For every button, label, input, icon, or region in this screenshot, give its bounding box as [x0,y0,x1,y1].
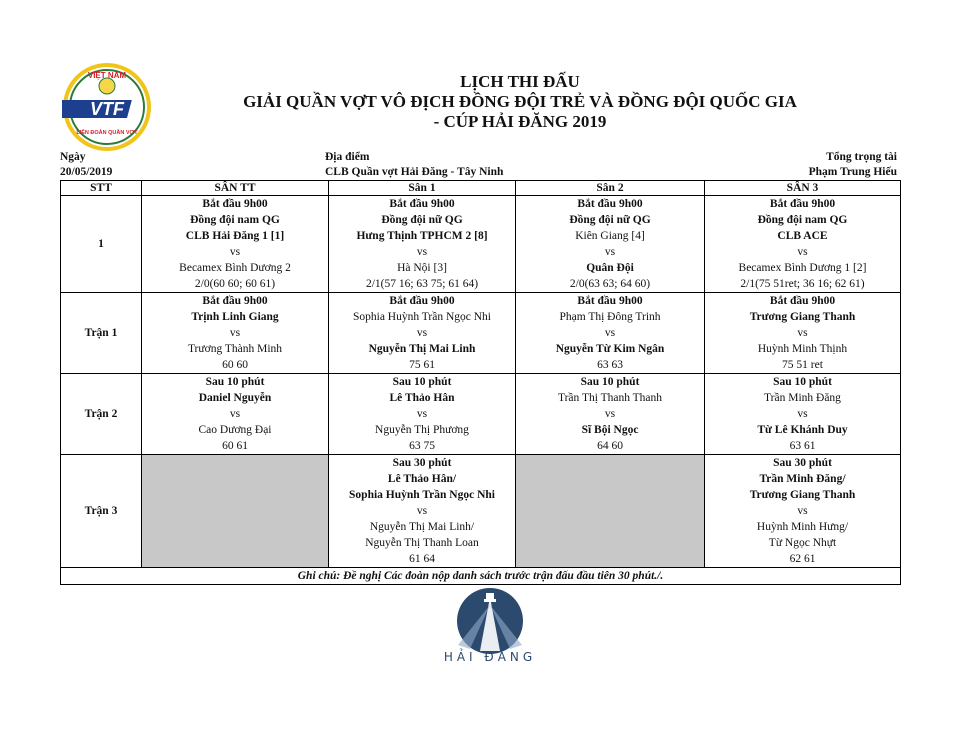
match-cell: Sau 10 phút Lê Thảo Hân vs Nguyễn Thị Phương 63 75 [329,374,516,455]
vtf-logo-mid-text: VTF [90,99,124,119]
venue-value: CLB Quần vợt Hải Đăng - Tây Ninh [325,166,504,178]
match-cell: Bắt đầu 9h00 Đồng đội nam QG CLB ACE vs Becamex Bình Dương 1 [2] 2/1(75 51ret; 36 16; 62 61) [705,196,901,293]
match-cell: Sau 30 phút Trần Minh Đăng/ Trương Giang Thanh vs Huỳnh Minh Hưng/ Từ Ngọc Nhựt 62 61 [705,455,901,568]
vtf-logo-bottom-text: LIÊN ĐOÀN QUẦN VỢT [76,130,138,136]
schedule-title: LỊCH THI ĐẤU [460,72,580,91]
header-court-3: SÂN 3 [705,181,901,196]
match-cell: Bắt đầu 9h00 Sophia Huỳnh Trần Ngọc Nhi vs Nguyễn Thị Mai Linh 75 61 [329,293,516,374]
date-label: Ngày [60,151,86,163]
header-stt: STT [61,181,142,196]
match-cell: Sau 30 phút Lê Thảo Hân/ Sophia Huỳnh Trần Ngọc Nhi vs Nguyễn Thị Mai Linh/ Nguyễn Thị Thanh Loan 61 64 [329,455,516,568]
table-row [61,374,901,455]
row-label: Trận 1 [61,293,142,374]
match-cell: Bắt đầu 9h00 Đồng đội nữ QG Kiên Giang [4] vs Quân Đội 2/0(63 63; 64 60) [516,196,705,293]
row-label: Trận 3 [61,455,142,568]
match-cell: Sau 10 phút Trần Minh Đăng vs Từ Lê Khánh Duy 63 61 [705,374,901,455]
hai-dang-logo-text: HẢI ĐĂNG [443,650,537,664]
note-row [61,568,901,585]
venue-label: Địa điểm [325,151,370,163]
table-row [61,455,901,568]
table-row [61,293,901,374]
referee-value: Phạm Trung Hiếu [808,166,897,178]
match-cell: Bắt đầu 9h00 Đồng đội nữ QG Hưng Thịnh TPHCM 2 [8] vs Hà Nội [3] 2/1(57 16; 63 75; 61 64) [329,196,516,293]
header-court-center: SÂN TT [142,181,329,196]
schedule-table [60,180,901,585]
table-header-row [61,181,901,196]
header-court-1: Sân 1 [329,181,516,196]
note-text: Ghi chú: Đề nghị Các đoàn nộp danh sách trước trận đấu đầu tiên 30 phút./. [61,568,901,585]
vtf-logo [62,62,152,152]
match-cell: Bắt đầu 9h00 Trịnh Linh Giang vs Trương Thành Minh 60 60 [142,293,329,374]
match-cell: Bắt đầu 9h00 Đồng đội nam QG CLB Hải Đăng 1 [1] vs Becamex Bình Dương 2 2/0(60 60; 60 61) [142,196,329,293]
vtf-logo-top-text: VIỆT NAM [87,71,127,80]
referee-label: Tổng trọng tài [826,151,897,163]
empty-cell [516,455,705,568]
date-value: 20/05/2019 [60,166,113,178]
cup-title: - CÚP HẢI ĐĂNG 2019 [433,112,607,131]
match-cell: Sau 10 phút Daniel Nguyễn vs Cao Dương Đại 60 61 [142,374,329,455]
match-cell: Bắt đầu 9h00 Trương Giang Thanh vs Huỳnh Minh Thịnh 75 51 ret [705,293,901,374]
match-cell: Sau 10 phút Trần Thị Thanh Thanh vs Sĩ Bội Ngọc 64 60 [516,374,705,455]
match-cell: Bắt đầu 9h00 Phạm Thị Đông Trinh vs Nguyễn Từ Kim Ngân 63 63 [516,293,705,374]
tournament-title: GIẢI QUẦN VỢT VÔ ĐỊCH ĐỒNG ĐỘI TRẺ VÀ ĐỒNG ĐỘI QUỐC GIA [243,92,797,111]
row-label: Trận 2 [61,374,142,455]
table-row [61,196,901,293]
row-label: 1 [61,196,142,293]
empty-cell [142,455,329,568]
header-court-2: Sân 2 [516,181,705,196]
